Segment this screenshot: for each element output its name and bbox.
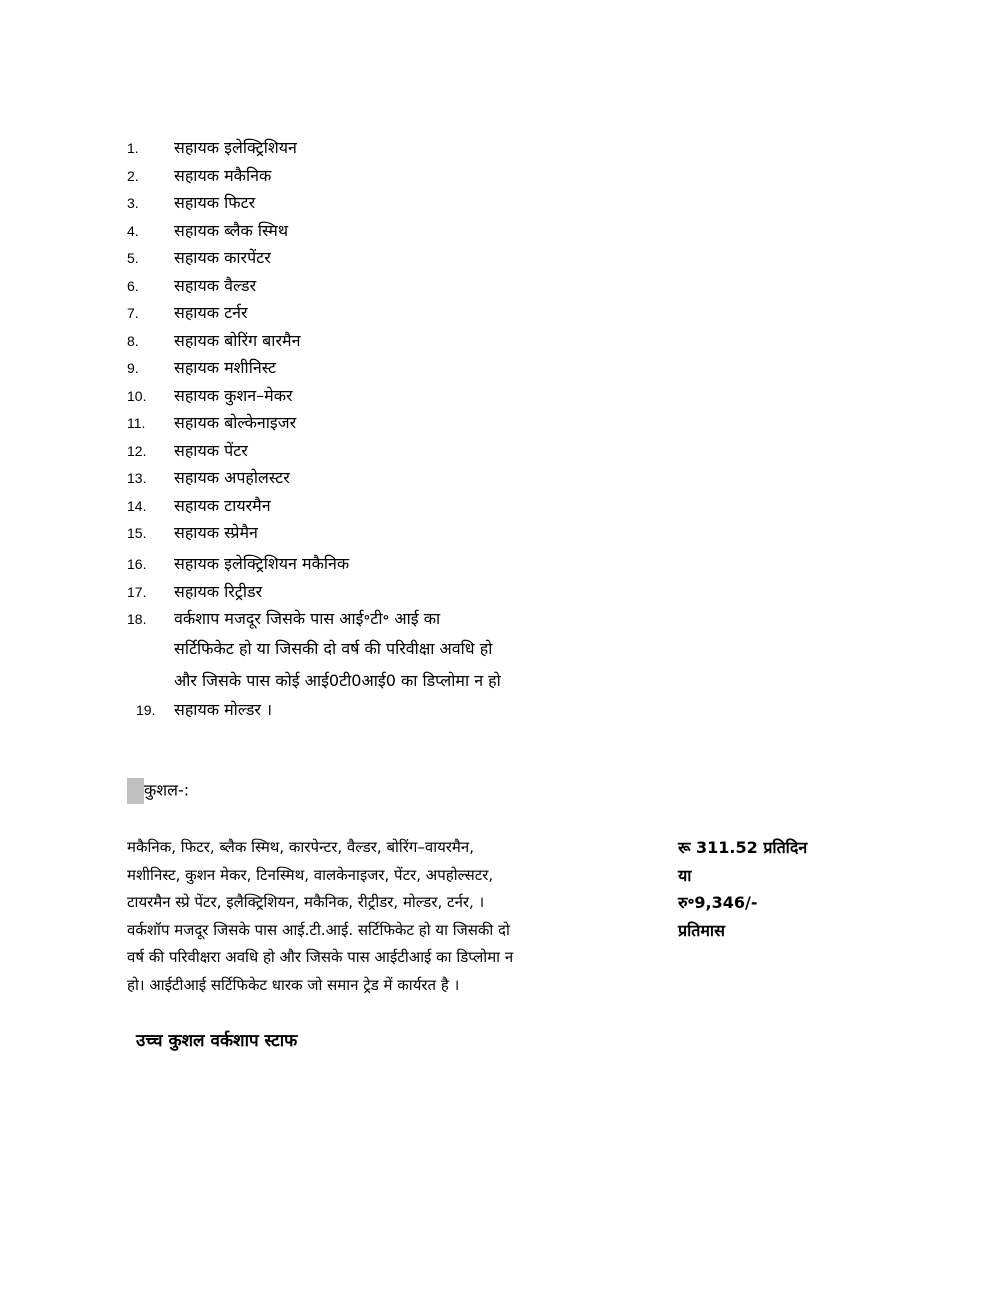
item-text: सहायक स्प्रेमैन (174, 523, 258, 542)
item-number: 15. (127, 525, 147, 541)
description-line: वर्कशॉप मजदूर जिसके पास आई.टी.आई. सर्टिफिकेट हो या जिसकी दो (127, 920, 510, 939)
list-item (127, 410, 296, 436)
skilled-heading (127, 778, 189, 804)
item-number: 13. (127, 470, 147, 486)
item-number: 8. (127, 333, 139, 349)
item-text: सहायक बोरिंग बारमैन (174, 331, 301, 350)
item-number: 2. (127, 168, 139, 184)
list-item (127, 579, 262, 605)
list-item (127, 493, 271, 519)
list-item (127, 135, 297, 161)
list-item (127, 273, 256, 299)
skilled-description (127, 834, 647, 999)
item-text: सहायक इलेक्ट्रिशियन (174, 138, 297, 157)
description-line: मकैनिक, फिटर, ब्लैक स्मिथ, कारपेन्टर, वैल्डर, बोरिंग–वायरमैन, (127, 838, 474, 856)
description-line: हो। आईटीआई सर्टिफिकेट धारक जो समान ट्रेड में कार्यरत है । (127, 975, 460, 994)
item-number: 1. (127, 140, 139, 156)
list-item (127, 465, 290, 491)
item-number: 3. (127, 195, 139, 211)
item-number: 6. (127, 278, 139, 294)
item-text: सहायक ब्लैक स्मिथ (174, 221, 289, 240)
skilled-heading-text: कुशल-: (144, 780, 190, 800)
list-item (127, 520, 258, 546)
item-text: सहायक अपहोलस्टर (174, 468, 290, 487)
list-item (136, 697, 272, 723)
item-text: सहायक टायरमैन (174, 496, 271, 515)
description-line: मशीनिस्ट, कुशन मेकर, टिनस्मिथ, वालकेनाइजर, पेंटर, अपहोल्सटर, (127, 865, 494, 884)
item-number: 18. (127, 611, 147, 627)
item-text: सहायक कुशन–मेकर (174, 386, 293, 405)
skilled-pay (678, 834, 807, 944)
list-item (127, 383, 293, 409)
item-text: सहायक मकैनिक (174, 166, 272, 185)
highly-skilled-heading: उच्च कुशल वर्कशाप स्टाफ (136, 1031, 298, 1051)
list-item (127, 163, 271, 189)
item-text: वर्कशाप मजदूर जिसके पास आई॰टी॰ आई का (174, 609, 441, 628)
list-item (127, 328, 300, 354)
item-number: 9. (127, 360, 139, 376)
item-text: सहायक रिट्रीडर (174, 582, 263, 601)
list-item (127, 218, 288, 244)
pay-line: प्रतिमास (678, 920, 725, 940)
highlight-mark (127, 778, 144, 804)
item-number: 16. (127, 556, 147, 572)
list-item-continuation: सर्टिफिकेट हो या जिसकी दो वर्ष की परिवीक्षा अवधि हो (174, 639, 493, 658)
item-text: सहायक फिटर (174, 193, 256, 212)
item-number: 10. (127, 388, 147, 404)
item-number: 7. (127, 305, 139, 321)
list-item (127, 190, 255, 216)
item-number: 19. (136, 702, 156, 718)
item-text: सहायक कारपेंटर (174, 248, 271, 267)
item-number: 11. (127, 415, 146, 431)
description-line: वर्ष की परिवीक्षरा अवधि हो और जिसके पास आईटीआई का डिप्लोमा न (127, 948, 514, 966)
item-number: 12. (127, 443, 147, 459)
list-item-continuation: और जिसके पास कोई आई0टी0आई0 का डिप्लोमा न हो (174, 671, 501, 690)
list-item (127, 606, 440, 632)
item-text: सहायक इलेक्ट्रिशियन मकैनिक (174, 554, 350, 573)
list-item (127, 355, 276, 381)
pay-line: रू 311.52 प्रतिदिन (678, 838, 808, 857)
item-number: 5. (127, 250, 139, 266)
item-number: 17. (127, 584, 147, 600)
list-item (127, 551, 349, 577)
description-line: टायरमैन स्प्रे पेंटर, इलैक्ट्रिशियन, मकैनिक, रीट्रीडर, मोल्डर, टर्नर, । (127, 893, 485, 911)
item-text: सहायक बोल्केनाइजर (174, 413, 297, 432)
item-text: सहायक वैल्डर (174, 276, 257, 295)
pay-line: या (678, 865, 692, 885)
item-text: सहायक पेंटर (174, 441, 248, 460)
list-item (127, 300, 248, 326)
item-number: 4. (127, 223, 139, 239)
list-item (127, 438, 248, 464)
item-text: सहायक टर्नर (174, 303, 248, 322)
pay-line: रु॰9,346/- (678, 893, 758, 912)
item-number: 14. (127, 498, 147, 514)
list-item (127, 245, 271, 271)
item-text: सहायक मोल्डर । (174, 700, 273, 719)
item-text: सहायक मशीनिस्ट (174, 358, 277, 377)
